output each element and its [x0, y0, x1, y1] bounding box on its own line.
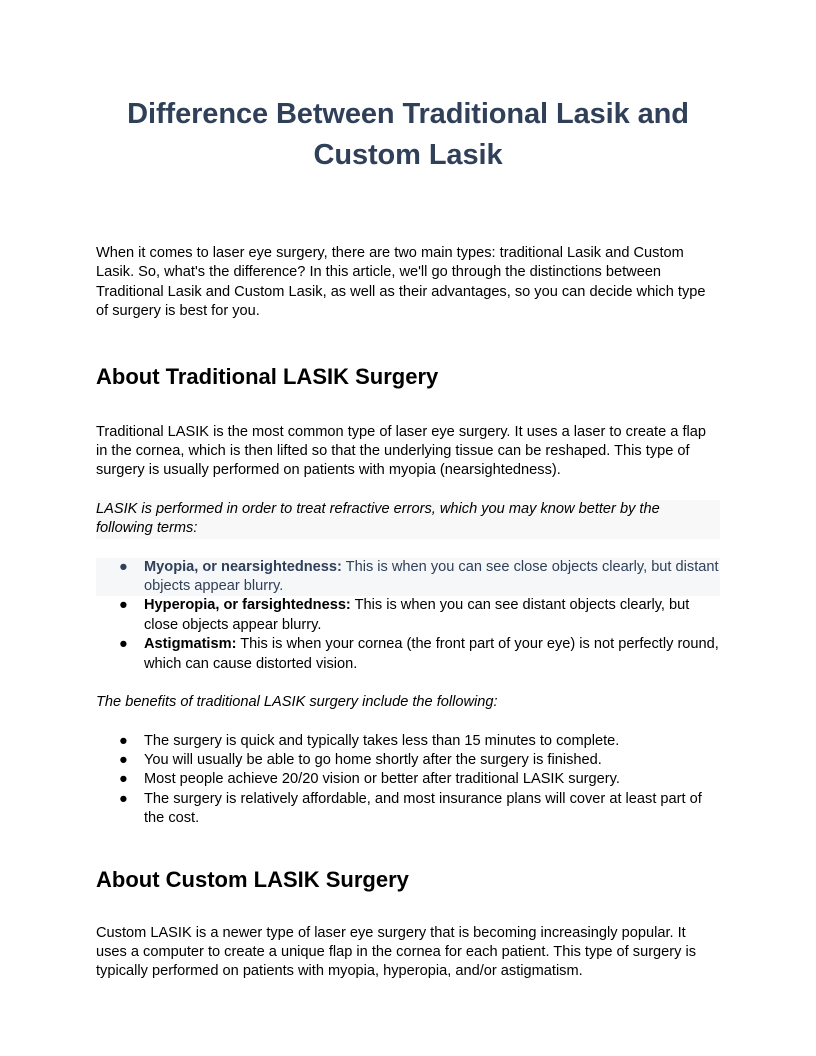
- benefits-intro: The benefits of traditional LASIK surgery include the following:: [96, 694, 498, 711]
- bullet-icon: ●: [119, 790, 128, 807]
- traditional-paragraph: Traditional LASIK is the most common type of laser eye surgery. It uses a laser to create a flap in the cornea, which is then lifted so that the underlying tissue can be reshaped. This type of surgery is usually performed on patients with myopia (nearsightedness).: [96, 423, 706, 479]
- list-item: [96, 751, 720, 770]
- refractive-terms-list: [96, 558, 720, 674]
- intro-paragraph: When it comes to laser eye surgery, there are two main types: traditional Lasik and Custom Lasik. So, what's the difference? In this article, we'll go through the distinctions between Traditional Lasik and Custom Lasik, as well as their advantages, so you can decide which type of surgery is best for you.: [96, 245, 706, 320]
- benefit-text: The surgery is relatively affordable, and most insurance plans will cover at least part of the cost.: [144, 790, 702, 827]
- list-item: [96, 596, 720, 635]
- term-description: This is when you can see distant objects clearly, but close objects appear blurry.: [144, 597, 690, 633]
- term-label: Myopia, or nearsightedness:: [144, 558, 342, 575]
- custom-heading: About Custom LASIK Surgery: [96, 866, 409, 892]
- benefit-text: The surgery is quick and typically takes less than 15 minutes to complete.: [144, 732, 620, 749]
- page-title: Difference Between Traditional Lasik and Custom Lasik: [127, 98, 689, 171]
- bullet-icon: ●: [119, 597, 128, 614]
- bullet-icon: ●: [119, 771, 128, 788]
- refractive-errors-note: LASIK is performed in order to treat refractive errors, which you may know better by the following terms:: [96, 500, 720, 539]
- list-item: [96, 770, 720, 789]
- bullet-icon: ●: [119, 751, 128, 768]
- traditional-heading: About Traditional LASIK Surgery: [96, 363, 439, 389]
- term-description: This is when you can see close objects clearly, but distant objects appear blurry.: [144, 558, 719, 595]
- custom-paragraph: Custom LASIK is a newer type of laser eye surgery that is becoming increasingly popular. It uses a computer to create a unique flap in the cornea for each patient. This type of surgery is typically performed on patients with myopia, hyperopia, and/or astigmatism.: [96, 924, 697, 980]
- benefits-list: [96, 732, 720, 829]
- document-page: [96, 94, 720, 982]
- list-item: [96, 790, 720, 829]
- benefit-text: Most people achieve 20/20 vision or better after traditional LASIK surgery.: [144, 771, 620, 788]
- list-item: [96, 558, 720, 597]
- bullet-icon: ●: [119, 558, 128, 575]
- list-item: [96, 732, 720, 751]
- benefit-text: You will usually be able to go home shortly after the surgery is finished.: [144, 751, 602, 768]
- bullet-icon: ●: [119, 732, 128, 749]
- term-description: This is when your cornea (the front part of your eye) is not perfectly round, which can cause distorted vision.: [144, 636, 719, 672]
- list-item: [96, 635, 720, 674]
- term-label: Astigmatism:: [144, 636, 237, 653]
- term-label: Hyperopia, or farsightedness:: [144, 597, 351, 614]
- bullet-icon: ●: [119, 636, 128, 653]
